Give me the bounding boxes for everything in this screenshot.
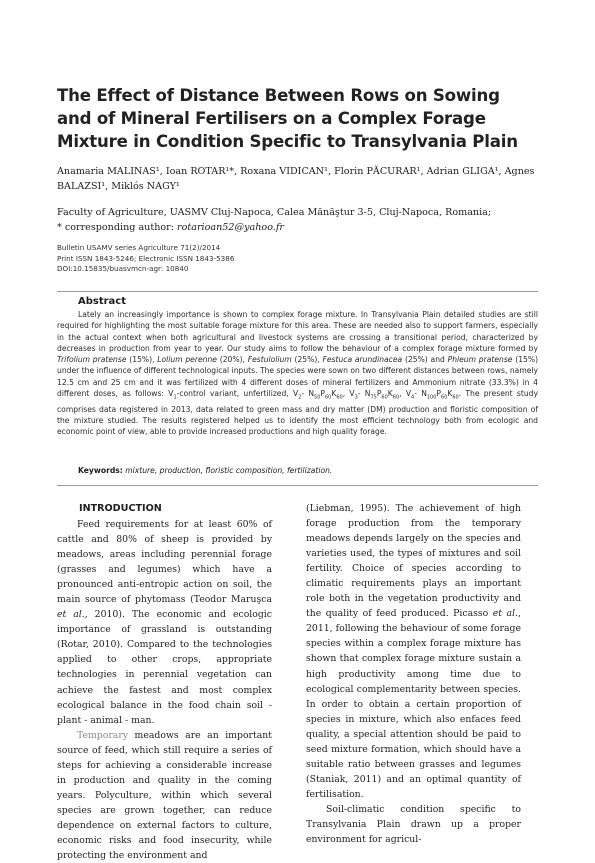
doi[interactable]: DOI:10.15835/buasvmcn-agr: 10840 <box>57 264 189 273</box>
corresponding-author <box>57 220 537 235</box>
right-column <box>306 501 521 847</box>
abstract-bottom-divider <box>57 485 538 486</box>
intro-paragraph-2: Temporary meadows are an important source of feed, which still require a series of steps for achieving a considerable increase in production and quality in the coming years. Polyculture, within which several species are grown together, can reduce dependence on external factors to culture, economic risks and food insecurity, while protecting the environment and <box>57 729 272 862</box>
corresponding-label: * corresponding author: <box>57 222 178 233</box>
affiliation: Faculty of Agriculture, UASMV Cluj-Napoca, Calea Mănăştur 3-5, Cluj-Napoca, Romania; <box>57 207 492 218</box>
introduction-heading: INTRODUCTION <box>79 503 162 514</box>
abstract-top-divider <box>57 291 538 292</box>
intro-paragraph-4: Soil-climatic condition specific to Transylvania Plain drawn up a proper environment for agricul- <box>306 803 521 846</box>
issn: Print ISSN 1843-5246; Electronic ISSN 1843-5386 <box>57 253 235 263</box>
publication-meta <box>57 243 357 275</box>
keywords-list: mixture, production, floristic composition, fertilization. <box>125 466 333 475</box>
intro-paragraph-3: (Liebman, 1995). The achievement of high forage production from the temporary meadows depends largely on the species and varieties used, the types of mixtures and soil fertility. Choice of species according to climatic requirements plays an important role both in the vegetation productivity and the quality of feed produced. Picasso et al., 2011, following the behaviour of some forage species within a complex forage mixture has shown that complex forage mixture sustain a high productivity among time due to ecological complementarity between species. In order to obtain a certain proportion of species in mixture, which also enfaces feed quality, a special attention should be paid to seed mixture formation, which should have a suitable ratio between grasses and legumes (Staniak, 2011) and an optimal quantity of fertilisation. <box>306 503 521 800</box>
paper-title: The Effect of Distance Between Rows on Sowing and of Mineral Fertilisers on a Complex Forage Mixture in Condition Specific to Transylvania Plain <box>57 86 518 151</box>
abstract-text: Lately an increasingly importance is shown to complex forage mixture. In Transylvania Plain detailed studies are still required for highlighting the most suitable forage mixture for this area. These are needed also to support farmers, especially in the actual context when both agricultural and livestock systems are crossing a transitional period, characterized by decreases in production from year to year. Our study aims to follow the behaviour of a complex forage mixture formed by Trifolium pratense (15%), Lolium perenne (20%), Festulolium (25%), Festuca arundinacea (25%) and Phleum pratense (15%) under the influence of different technological inputs. The species were sown on two different distances between rows, namely 12.5 cm and 25 cm and it was fertilized with 4 different doses of mineral fertilizers and Ammonium nitrate (33.3%) in 4 different doses, as follows: $V_1$-control variant, unfertilized, $V_2-$ $N_{50}P_{60}K_{60}$, $V_3-$ $N_{75}P_{60}K_{60}$, $V_4-$ $N_{100}P_{60}K_{60}$. The present study comprises data registered in 2013, data related to green mass and dry matter (DM) production and floristic composition of the mixture studied. The results registered helped us to identify the most efficient technology both from ecologic and economic point of view, able to provide increased productions and high quality forage. <box>57 310 539 437</box>
bulletin: Bulletin USAMV series Agriculture 71(2)/2014 <box>57 243 221 252</box>
affiliation-block <box>57 205 537 235</box>
corresponding-email[interactable]: rotarioan52@yahoo.fr <box>177 222 284 233</box>
left-column <box>57 501 272 863</box>
keywords <box>78 466 538 475</box>
abstract-heading: Abstract <box>78 296 127 307</box>
keywords-label: Keywords: <box>78 466 123 475</box>
author-list: Anamaria MALINAS¹, Ioan ROTAR¹*, Roxana VIDICAN¹, Florin PĂCURAR¹, Adrian GLIGA¹, Agnes BALAZSI¹, Miklós NAGY¹ <box>57 166 535 192</box>
intro-paragraph-1: Feed requirements for at least 60% of cattle and 80% of sheep is provided by meadows, areas including perennial forage (grasses and legumes) which have a pronounced anti-entropic action on soil, the main source of phytomass (Teodor Maruşca et al., 2010). The economic and ecologic importance of grassland is outstanding (Rotar, 2010). Compared to the technologies applied to other crops, appropriate technologies in perennial vegetation can achieve the fastest and most complex ecological balance in the food chain soil - plant - animal - man. <box>57 519 272 726</box>
